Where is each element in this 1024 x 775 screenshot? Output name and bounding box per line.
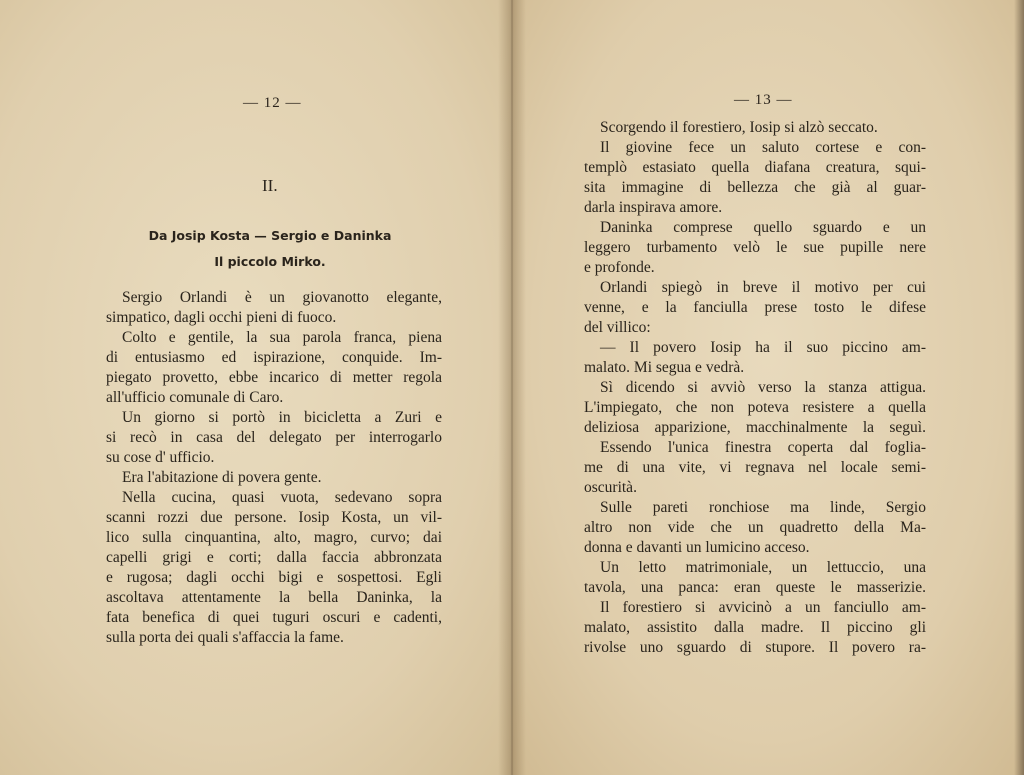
text-line: Il forestiero si avvicinò a un fanciullo am- [600, 599, 926, 616]
text-line: e profonde. [584, 259, 655, 276]
text-line: sita immagine di bellezza che già al guar- [584, 179, 926, 196]
text-line: deliziosa apparizione, macchinalmente la seguì. [584, 419, 926, 436]
text-line: scanni rozzi due persone. Iosip Kosta, un vil- [106, 509, 442, 526]
text-line: Scorgendo il forestiero, Iosip si alzò seccato. [600, 119, 878, 136]
text-line: L'impiegato, che non poteva resistere a quella [584, 399, 926, 416]
text-line: Orlandi spiegò in breve il motivo per cui [600, 279, 926, 296]
text-line: templò estasiato quella diafana creatura, squi- [584, 159, 926, 176]
text-line: malato. Mi segua e vedrà. [584, 359, 745, 376]
chapter-title-line-1: Da Josip Kosta — Sergio e Daninka [148, 228, 392, 243]
text-line: piegato provetto, ebbe incarico di metter regola [106, 369, 442, 386]
text-line: venne, e la fanciulla prese tosto le difese [584, 299, 926, 316]
chapter-number: II. [262, 176, 278, 195]
text-line: Il giovine fece un saluto cortese e con- [600, 139, 926, 156]
text-line: di entusiasmo ed ispirazione, conquide. Im- [106, 349, 442, 366]
text-line: simpatico, dagli occhi pieni di fuoco. [106, 309, 337, 326]
text-line: — Il povero Iosip ha il suo piccino am- [600, 339, 926, 356]
text-line: capelli grigi e corti; dalla faccia abbronzata [106, 549, 442, 566]
text-line: Nella cucina, quasi vuota, sedevano sopra [122, 489, 442, 506]
text-line: tavola, una panca: eran queste le masserizie. [584, 579, 926, 596]
page-number-left: — 12 — [243, 95, 302, 111]
text-line: Un letto matrimoniale, un lettuccio, una [600, 559, 926, 576]
text-line: malato, assistito dalla madre. Il piccino gli [584, 619, 926, 636]
text-line: fata benefica di quei tuguri oscuri e cadenti, [106, 609, 442, 626]
text-line: sulla porta dei quali s'affaccia la fame. [106, 629, 344, 646]
text-line: lico sulla cinquantina, alto, magro, curvo; dai [106, 529, 442, 546]
text-line: leggero turbamento velò le sue pupille nere [584, 239, 926, 256]
text-line: donna e davanti un lumicino acceso. [584, 539, 810, 556]
text-line: Un giorno si portò in bicicletta a Zuri e [122, 409, 442, 426]
text-line: Essendo l'unica finestra coperta dal foglia- [600, 439, 926, 456]
text-line: me di una vite, vi regnava nel locale semi- [584, 459, 926, 476]
text-line: Sì dicendo si avviò verso la stanza attigua. [600, 379, 926, 396]
text-line: darla inspirava amore. [584, 199, 723, 216]
text-line: e rugosa; dagli occhi bigi e sospettosi. Egli [106, 569, 442, 586]
text-line: Sulle pareti ronchiose ma linde, Sergio [600, 499, 926, 516]
left-page-body [106, 288, 442, 648]
right-page-body [584, 118, 926, 658]
text-line: ascoltava attentamente la bella Daninka, la [106, 589, 442, 606]
text-line: del villico: [584, 319, 651, 336]
right-page [512, 0, 1024, 775]
page-edge-shadow [1014, 0, 1024, 775]
text-line: Sergio Orlandi è un giovanotto elegante, [122, 289, 442, 306]
text-line: altro non vide che un quadretto della Ma- [584, 519, 926, 536]
text-line: rivolse uno sguardo di stupore. Il povero ra- [584, 639, 926, 656]
text-line: Colto e gentile, la sua parola franca, piena [122, 329, 442, 346]
chapter-title-line-2: Il piccolo Mirko. [214, 254, 326, 269]
text-line: all'ufficio comunale di Caro. [106, 389, 284, 406]
text-line: su cose d' ufficio. [106, 449, 215, 466]
text-line: Daninka comprese quello sguardo e un [600, 219, 926, 236]
text-line: Era l'abitazione di povera gente. [122, 469, 322, 486]
text-line: si recò in casa del delegato per interrogarlo [106, 429, 442, 446]
page-number-right: — 13 — [734, 92, 793, 108]
text-line: oscurità. [584, 479, 637, 496]
